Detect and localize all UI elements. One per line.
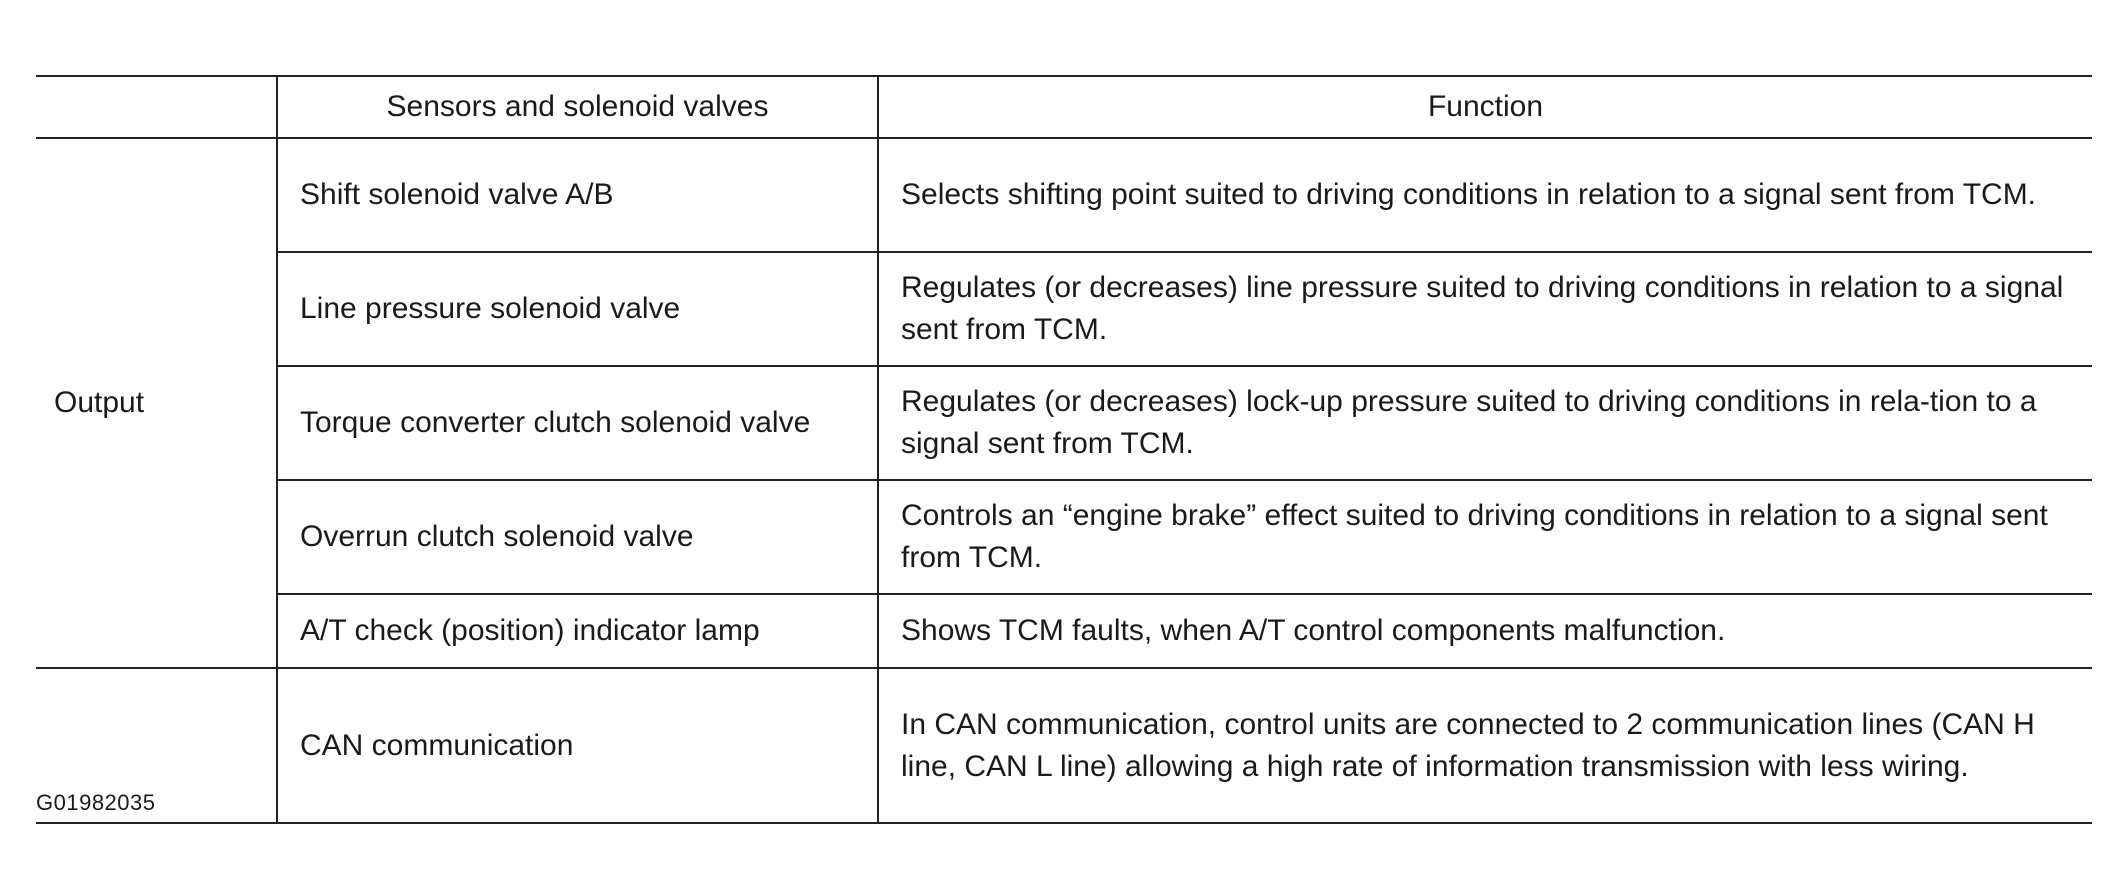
sensor-cell: CAN communication	[277, 668, 878, 823]
header-sensors: Sensors and solenoid valves	[277, 76, 878, 138]
header-function: Function	[878, 76, 2092, 138]
function-cell: Shows TCM faults, when A/T control components malfunction.	[878, 594, 2092, 668]
function-cell: Selects shifting point suited to driving conditions in relation to a signal sent from TCM.	[878, 138, 2092, 252]
sensor-cell: Line pressure solenoid valve	[277, 252, 878, 366]
function-cell: Regulates (or decreases) lock-up pressure suited to driving conditions in rela-tion to a signal sent from TCM.	[878, 366, 2092, 480]
sensor-cell: Overrun clutch solenoid valve	[277, 480, 878, 594]
table-row	[36, 138, 2092, 252]
function-cell: In CAN communication, control units are connected to 2 communication lines (CAN H line, CAN L line) allowing a high rate of information transmission with less wiring.	[878, 668, 2092, 823]
header-group	[36, 76, 277, 138]
table-row	[36, 594, 2092, 668]
table-row	[36, 366, 2092, 480]
table-row	[36, 668, 2092, 823]
table-row	[36, 252, 2092, 366]
function-cell: Regulates (or decreases) line pressure suited to driving conditions in relation to a signal sent from TCM.	[878, 252, 2092, 366]
function-cell: Controls an “engine brake” effect suited to driving conditions in relation to a signal sent from TCM.	[878, 480, 2092, 594]
group-label-output: Output	[36, 138, 277, 668]
sensor-function-table	[36, 75, 2092, 824]
table-row	[36, 480, 2092, 594]
figure-code: G01982035	[36, 790, 156, 815]
sensor-cell: Torque converter clutch solenoid valve	[277, 366, 878, 480]
sensor-cell: Shift solenoid valve A/B	[277, 138, 878, 252]
sensor-cell: A/T check (position) indicator lamp	[277, 594, 878, 668]
table-header-row	[36, 76, 2092, 138]
